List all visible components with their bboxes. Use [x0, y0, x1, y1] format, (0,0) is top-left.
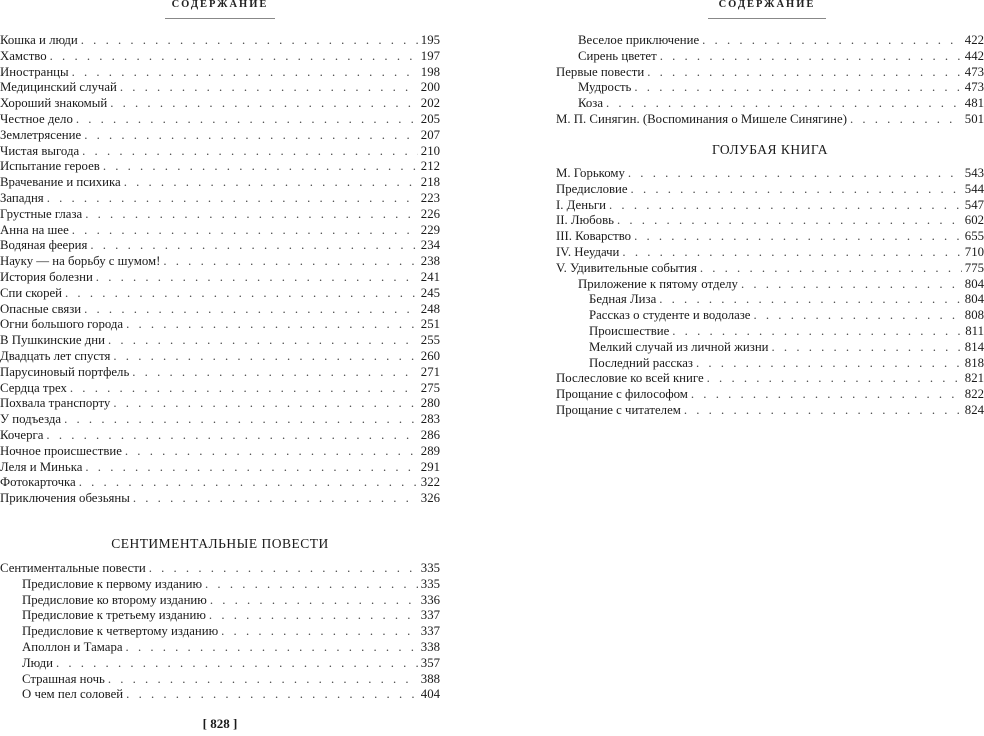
toc-entry[interactable]: Предисловие . . . 544 — [556, 182, 984, 198]
section-title: СЕНТИМЕНТАЛЬНЫЕ ПОВЕСТИ — [111, 536, 329, 551]
toc-entry[interactable]: Спи скорей . . . 245 — [0, 286, 440, 302]
toc-entry[interactable]: Предисловие к первому изданию . . . 335 — [0, 577, 440, 593]
toc-list — [556, 33, 984, 128]
section-sentimental — [0, 535, 440, 553]
toc-entry[interactable]: Леля и Минька . . . 291 — [0, 460, 440, 476]
toc-entry[interactable]: Анна на шее . . . 229 — [0, 223, 440, 239]
toc-entry[interactable]: Огни большого города . . . 251 — [0, 317, 440, 333]
toc-entry[interactable]: О чем пел соловей . . . 404 — [0, 687, 440, 703]
toc-entry[interactable]: Страшная ночь . . . 388 — [0, 672, 440, 688]
toc-entry[interactable]: Землетрясение . . . 207 — [0, 128, 440, 144]
toc-entry[interactable]: Науку — на борьбу с шумом! . . . 238 — [0, 254, 440, 270]
toc-entry[interactable]: Послесловие ко всей книге . . . 821 — [556, 371, 984, 387]
section-blue-book — [556, 141, 984, 159]
toc-entry[interactable]: Рассказ о студенте и водолазе . . . 808 — [556, 308, 984, 324]
toc-entry[interactable]: Сирень цветет . . . 442 — [556, 49, 984, 65]
toc-entry[interactable]: Приложение к пятому отделу . . . 804 — [556, 277, 984, 293]
toc-entry[interactable]: I. Деньги . . . 547 — [556, 198, 984, 214]
toc-entry[interactable]: Мудрость . . . 473 — [556, 80, 984, 96]
page-number: [ 828 ] — [202, 716, 238, 731]
toc-entry[interactable]: Бедная Лиза . . . 804 — [556, 292, 984, 308]
toc-entry[interactable]: Хороший знакомый . . . 202 — [0, 96, 440, 112]
toc-entry[interactable]: История болезни . . . 241 — [0, 270, 440, 286]
toc-entry[interactable]: Приключения обезьяны . . . 326 — [0, 491, 440, 507]
toc-entry[interactable]: Предисловие ко второму изданию . . . 336 — [0, 593, 440, 609]
left-page — [0, 0, 440, 736]
toc-list — [0, 561, 440, 703]
toc-entry[interactable]: Сентиментальные повести . . . 335 — [0, 561, 440, 577]
toc-entry[interactable]: III. Коварство . . . 655 — [556, 229, 984, 245]
running-head: СОДЕРЖАНИЕ — [171, 0, 269, 10]
toc-entry[interactable]: Чистая выгода . . . 210 — [0, 144, 440, 160]
running-head: СОДЕРЖАНИЕ — [718, 0, 816, 10]
head-rule — [165, 18, 275, 19]
toc-entry[interactable]: V. Удивительные события . . . 775 — [556, 261, 984, 277]
toc-entry[interactable]: Коза . . . 481 — [556, 96, 984, 112]
toc-entry[interactable]: Парусиновый портфель . . . 271 — [0, 365, 440, 381]
right-page — [550, 0, 984, 736]
toc-entry[interactable]: Предисловие к третьему изданию . . . 337 — [0, 608, 440, 624]
toc-entry[interactable]: Двадцать лет спустя . . . 260 — [0, 349, 440, 365]
toc-entry[interactable]: Опасные связи . . . 248 — [0, 302, 440, 318]
toc-entry[interactable]: Кочерга . . . 286 — [0, 428, 440, 444]
toc-entry[interactable]: Водяная феерия . . . 234 — [0, 238, 440, 254]
toc-entry[interactable]: Грустные глаза . . . 226 — [0, 207, 440, 223]
toc-entry[interactable]: Мелкий случай из личной жизни . . . 814 — [556, 340, 984, 356]
toc-entry[interactable]: Люди . . . 357 — [0, 656, 440, 672]
toc-entry[interactable]: Происшествие . . . 811 — [556, 324, 984, 340]
toc-entry[interactable]: Хамство . . . 197 — [0, 49, 440, 65]
toc-entry[interactable]: М. П. Синягин. (Воспоминания о Мишеле Синягине) . . . 501 — [556, 112, 984, 128]
toc-entry[interactable]: Первые повести . . . 473 — [556, 65, 984, 81]
toc-entry[interactable]: Прощание с читателем . . . 824 — [556, 403, 984, 419]
toc-entry[interactable]: Фотокарточка . . . 322 — [0, 475, 440, 491]
toc-entry[interactable]: Кошка и люди . . . 195 — [0, 33, 440, 49]
section-title: ГОЛУБАЯ КНИГА — [711, 142, 829, 157]
toc-entry[interactable]: Ночное происшествие . . . 289 — [0, 444, 440, 460]
toc-entry[interactable]: Медицинский случай . . . 200 — [0, 80, 440, 96]
head-rule — [708, 18, 826, 19]
toc-entry[interactable]: Западня . . . 223 — [0, 191, 440, 207]
toc-entry[interactable]: М. Горькому . . . 543 — [556, 166, 984, 182]
toc-list — [0, 33, 440, 507]
toc-list — [556, 166, 984, 419]
toc-entry[interactable]: В Пушкинские дни . . . 255 — [0, 333, 440, 349]
toc-entry[interactable]: Веселое приключение . . . 422 — [556, 33, 984, 49]
toc-entry[interactable]: Предисловие к четвертому изданию . . . 337 — [0, 624, 440, 640]
toc-entry[interactable]: Похвала транспорту . . . 280 — [0, 396, 440, 412]
toc-entry[interactable]: Иностранцы . . . 198 — [0, 65, 440, 81]
toc-entry[interactable]: Аполлон и Тамара . . . 338 — [0, 640, 440, 656]
toc-entry[interactable]: IV. Неудачи . . . 710 — [556, 245, 984, 261]
toc-entry[interactable]: У подъезда . . . 283 — [0, 412, 440, 428]
toc-entry[interactable]: Сердца трех . . . 275 — [0, 381, 440, 397]
toc-entry[interactable]: II. Любовь . . . 602 — [556, 213, 984, 229]
toc-entry[interactable]: Честное дело . . . 205 — [0, 112, 440, 128]
toc-entry[interactable]: Испытание героев . . . 212 — [0, 159, 440, 175]
toc-entry[interactable]: Прощание с философом . . . 822 — [556, 387, 984, 403]
toc-entry[interactable]: Врачевание и психика . . . 218 — [0, 175, 440, 191]
toc-entry[interactable]: Последний рассказ . . . 818 — [556, 356, 984, 372]
